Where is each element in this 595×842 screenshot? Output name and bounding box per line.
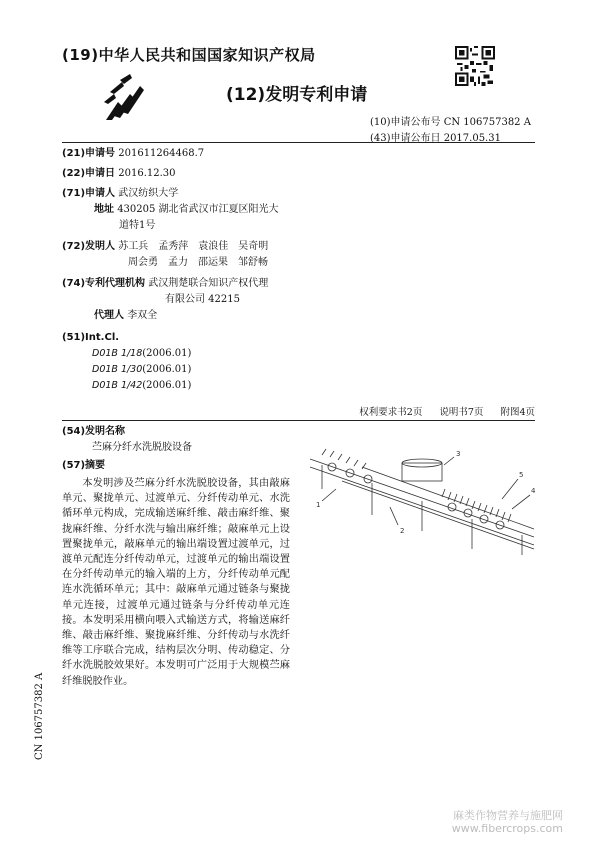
figure-pages: 附图4页 [500, 407, 535, 418]
publication-number: (10)申请公布号 CN 106757382 A [370, 117, 531, 128]
cnipa-emblem-icon [100, 72, 146, 122]
figure-label: 4 [531, 487, 536, 495]
address-row [94, 202, 279, 217]
qr-code-icon [455, 46, 495, 86]
inventors-line-2: 周会勇 孟力 邵运果 邹舒畅 [128, 257, 268, 268]
agency-label: (74)专利代理机构 [62, 278, 146, 289]
address-label: 地址 [94, 204, 114, 215]
ipc-code: D01B 1/18 [92, 348, 143, 359]
agency-line-1: 武汉荆楚联合知识产权代理 [148, 278, 269, 289]
watermark-site-name: 麻类作物营养与施肥网 [453, 809, 563, 822]
title-label: (54)发明名称 [62, 426, 126, 437]
address-line-1: 430205 湖北省武汉市江夏区阳光大 [117, 204, 279, 215]
address-line-2: 道特1号 [119, 220, 156, 231]
figure-label: 3 [456, 450, 461, 458]
description-pages: 说明书7页 [439, 407, 484, 418]
ipc-label: (51)Int.Cl. [62, 332, 120, 343]
document-type: (12)发明专利申请 [226, 85, 368, 105]
applicant-label: (71)申请人 [62, 188, 116, 199]
agent-row [94, 308, 157, 323]
ipc-entry [92, 362, 191, 377]
watermark-url: www.fibercrops.com [451, 822, 563, 835]
abstract-label: (57)摘要 [62, 460, 106, 471]
agency-row [62, 276, 268, 291]
agency-line-2: 有限公司 42215 [165, 294, 240, 305]
applicant-row [62, 186, 178, 201]
claims-pages: 权利要求书2页 [359, 407, 423, 418]
application-number-label: (21)申请号 [62, 148, 116, 159]
section-divider [62, 420, 535, 421]
inventors-row [62, 239, 268, 254]
applicant: 武汉纺织大学 [118, 188, 179, 199]
figure-label: 2 [400, 527, 405, 535]
figure-label: 5 [519, 471, 524, 479]
ipc-code: D01B 1/30 [92, 364, 143, 375]
application-number: 201611264468.7 [118, 148, 205, 159]
application-number-row [62, 146, 204, 161]
representative-figure [302, 445, 542, 557]
ipc-version: (2006.01) [142, 364, 192, 375]
ipc-version: (2006.01) [142, 348, 192, 359]
ipc-entry [92, 346, 191, 361]
ipc-entry [92, 378, 191, 393]
filing-date-label: (22)申请日 [62, 168, 116, 179]
ipc-code: D01B 1/42 [92, 380, 143, 391]
inventors-line-1: 苏工兵 孟秀萍 袁浪佳 吴奇明 [118, 241, 269, 252]
side-publication-number: CN 106757382 A [34, 672, 45, 760]
figure-label: 1 [316, 501, 321, 509]
publication-date: (43)申请公布日 2017.05.31 [370, 133, 501, 144]
page-counts [345, 404, 535, 418]
inventors-label: (72)发明人 [62, 241, 116, 252]
filing-date-row [62, 166, 176, 181]
invention-title: 苎麻分纤水洗脱胶设备 [92, 442, 192, 453]
filing-date: 2016.12.30 [118, 168, 176, 179]
agent-label: 代理人 [94, 310, 124, 321]
agent: 李双全 [127, 310, 158, 321]
issuing-office: (19)中华人民共和国国家知识产权局 [62, 46, 316, 64]
ipc-version: (2006.01) [142, 380, 192, 391]
abstract-text: 本发明涉及苎麻分纤水洗脱胶设备，其由敲麻单元、聚拢单元、过渡单元、分纤传动单元、水洗循环单元构成，完成输送麻纤维、敲击麻纤维、聚拢麻纤维、分纤水洗与输出麻纤维；敲麻单元上设置聚拢单元，敲麻单元的输出端设置过渡单元，过渡单元配连分纤传动单元，过渡单元的输出端设置在分纤传动单元的输入端的上方，分纤传动单元配连水洗循环单元；其中：敲麻单元通过链条与聚拢单元连接，过渡单元通过链条与分纤传动单元连接。本发明采用横向喂入式输送方式，将输送麻纤维、敲击麻纤维、聚拢麻纤维、分纤传动与水洗纤维等工序联合完成，结构层次分明、传动稳定、分纤水洗脱胶效果好。本发明可广泛用于大规模苎麻纤维脱胶作业。 [62, 478, 290, 687]
header-divider [62, 142, 535, 143]
